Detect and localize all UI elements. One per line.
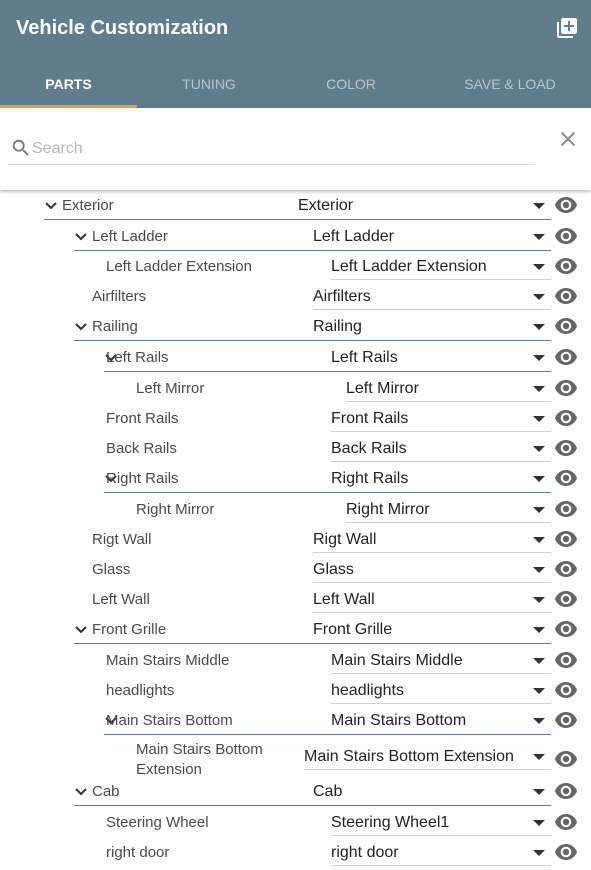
search-bar [0,108,591,190]
tree-row-label: Left Rails [106,349,169,366]
part-variant-select[interactable] [313,559,551,583]
tree-row [0,524,591,554]
part-variant-select[interactable] [313,529,551,553]
select-underline [304,769,551,770]
chevron-down-icon[interactable] [74,320,88,334]
select-value: Main Stairs Bottom [331,712,467,729]
dropdown-arrow-icon [533,203,545,209]
group-divider [74,340,551,341]
tab-tuning[interactable]: TUNING [182,76,236,92]
group-divider [74,643,551,644]
visibility-eye-icon[interactable] [554,228,578,244]
part-variant-select[interactable] [313,286,551,310]
tree-row [0,740,591,776]
part-variant-select[interactable] [313,226,551,250]
part-variant-select[interactable] [331,256,551,280]
app-title: Vehicle Customization [16,17,229,39]
tree-row [0,675,591,705]
search-input[interactable] [32,136,532,162]
group-divider [44,219,551,220]
part-variant-select[interactable] [331,650,551,674]
tree-row-label: headlights [106,682,175,699]
select-underline [331,835,551,836]
tree-row [0,190,591,220]
select-underline [331,431,551,432]
part-variant-select[interactable] [313,589,551,613]
tree-row-label: Left Ladder Extension [106,258,252,275]
tree-row-label: Glass [92,561,131,578]
tree-row [0,373,591,403]
dropdown-arrow-icon [533,446,545,452]
tree-row-label: Cab [92,783,120,800]
select-value: Railing [313,318,362,335]
tree-row-label: Main Stairs Middle [106,652,230,669]
select-underline [331,865,551,866]
visibility-eye-icon[interactable] [554,652,578,668]
tree-row [0,433,591,463]
select-underline [331,461,551,462]
visibility-eye-icon[interactable] [554,531,578,547]
select-value: Cab [313,783,343,800]
tree-row [0,645,591,675]
visibility-eye-icon[interactable] [554,349,578,365]
tree-row-label: Steering Wheel [106,814,209,831]
visibility-eye-icon[interactable] [554,318,578,334]
tree-row-label: Main Stairs Bottom Extension [136,741,263,778]
visibility-eye-icon[interactable] [554,844,578,860]
add-box-icon[interactable] [555,16,579,40]
group-divider [104,734,551,735]
dropdown-arrow-icon [533,567,545,573]
chevron-down-icon[interactable] [74,785,88,799]
tree-row-label: Railing [92,318,138,335]
tree-row-label: Rigt Wall [92,531,152,548]
dropdown-arrow-icon [533,850,545,856]
tree-row-label: Airfilters [92,288,147,305]
tree-row-label: Left Ladder [92,228,168,245]
tree-row [0,494,591,524]
visibility-eye-icon[interactable] [554,682,578,698]
tree-row-label: Main Stairs Bottom [106,712,233,729]
select-value: Front Rails [331,410,409,427]
chevron-down-icon[interactable] [74,623,88,637]
select-value: Glass [313,561,354,578]
app-header [0,0,591,108]
tree-row [0,311,591,341]
dropdown-arrow-icon [533,386,545,392]
dropdown-arrow-icon [533,355,545,361]
part-variant-select[interactable] [331,347,551,371]
part-variant-select[interactable] [346,378,551,402]
close-icon[interactable] [556,127,580,151]
group-divider [74,805,551,806]
tab-parts[interactable]: PARTS [45,76,92,92]
tree-row [0,776,591,806]
select-value: right door [331,844,399,861]
tree-row-label: Right Mirror [136,501,215,518]
visibility-eye-icon[interactable] [554,470,578,486]
part-variant-select[interactable] [304,746,551,770]
part-variant-select[interactable] [331,438,551,462]
dropdown-arrow-icon [533,754,545,760]
select-value: Exterior [298,197,354,214]
part-variant-select[interactable] [331,468,551,492]
tab-save-load[interactable]: SAVE & LOAD [464,76,556,92]
tree-row [0,251,591,281]
select-value: Right Mirror [346,501,430,518]
tree-row-label: Back Rails [106,440,177,457]
tree-row [0,342,591,372]
part-variant-select[interactable] [331,812,551,836]
tree-row [0,584,591,614]
select-value: Main Stairs Bottom Extension [304,748,514,765]
tree-row [0,403,591,433]
dropdown-arrow-icon [533,820,545,826]
select-underline [346,522,551,523]
visibility-eye-icon[interactable] [554,410,578,426]
tree-row-label: Left Mirror [136,380,205,397]
visibility-eye-icon[interactable] [554,591,578,607]
visibility-eye-icon[interactable] [554,288,578,304]
tree-row [0,614,591,644]
part-variant-select[interactable] [346,499,551,523]
tree-row [0,807,591,837]
select-value: Airfilters [313,288,371,305]
visibility-eye-icon[interactable] [554,751,578,767]
tree-row-label: Right Rails [106,470,179,487]
dropdown-arrow-icon [533,627,545,633]
search-underline [8,164,535,165]
part-variant-select[interactable] [313,781,551,805]
part-variant-select[interactable] [298,195,551,219]
select-value: Left Rails [331,349,398,366]
visibility-eye-icon[interactable] [554,501,578,517]
part-variant-select[interactable] [331,710,551,734]
select-underline [331,673,551,674]
dropdown-arrow-icon [533,324,545,330]
search-icon [10,137,32,159]
tree-row-label: Front Rails [106,410,179,427]
part-variant-select[interactable] [313,619,551,643]
select-value: Main Stairs Middle [331,652,463,669]
chevron-down-icon[interactable] [74,230,88,244]
select-value: Left Wall [313,591,375,608]
tree-row [0,281,591,311]
tab-color[interactable]: COLOR [326,76,376,92]
dropdown-arrow-icon [533,789,545,795]
visibility-eye-icon[interactable] [554,440,578,456]
select-value: Left Mirror [346,380,419,397]
part-variant-select[interactable] [331,408,551,432]
select-underline [313,582,551,583]
dropdown-arrow-icon [533,658,545,664]
tree-row [0,837,591,867]
visibility-eye-icon[interactable] [554,712,578,728]
group-divider [104,492,551,493]
select-underline [313,552,551,553]
select-value: Left Ladder Extension [331,258,487,275]
part-variant-select[interactable] [331,842,551,866]
select-value: Back Rails [331,440,407,457]
tree-row-label: Exterior [62,197,114,214]
select-value: headlights [331,682,404,699]
select-underline [313,309,551,310]
tree-row-label: Left Wall [92,591,150,608]
dropdown-arrow-icon [533,537,545,543]
tree-row [0,221,591,251]
tree-row [0,554,591,584]
dropdown-arrow-icon [533,264,545,270]
select-value: Steering Wheel1 [331,814,450,831]
select-underline [331,703,551,704]
select-value: Rigt Wall [313,531,377,548]
part-variant-select[interactable] [331,680,551,704]
dropdown-arrow-icon [533,416,545,422]
select-value: Left Ladder [313,228,394,245]
dropdown-arrow-icon [533,294,545,300]
dropdown-arrow-icon [533,688,545,694]
parts-tree [0,190,591,870]
select-value: Front Grille [313,621,393,638]
dropdown-arrow-icon [533,597,545,603]
visibility-eye-icon[interactable] [554,197,578,213]
visibility-eye-icon[interactable] [554,814,578,830]
select-underline [313,612,551,613]
part-variant-select[interactable] [313,316,551,340]
dropdown-arrow-icon [533,507,545,513]
visibility-eye-icon[interactable] [554,561,578,577]
tree-row [0,705,591,735]
dropdown-arrow-icon [533,476,545,482]
dropdown-arrow-icon [533,234,545,240]
tree-row-label: right door [106,844,170,861]
visibility-eye-icon[interactable] [554,621,578,637]
tree-row-label: Front Grille [92,621,167,638]
dropdown-arrow-icon [533,718,545,724]
chevron-down-icon[interactable] [44,199,58,213]
visibility-eye-icon[interactable] [554,258,578,274]
select-underline [346,401,551,402]
select-underline [331,279,551,280]
visibility-eye-icon[interactable] [554,380,578,396]
select-value: Right Rails [331,470,409,487]
group-divider [104,371,551,372]
visibility-eye-icon[interactable] [554,783,578,799]
tree-row [0,463,591,493]
